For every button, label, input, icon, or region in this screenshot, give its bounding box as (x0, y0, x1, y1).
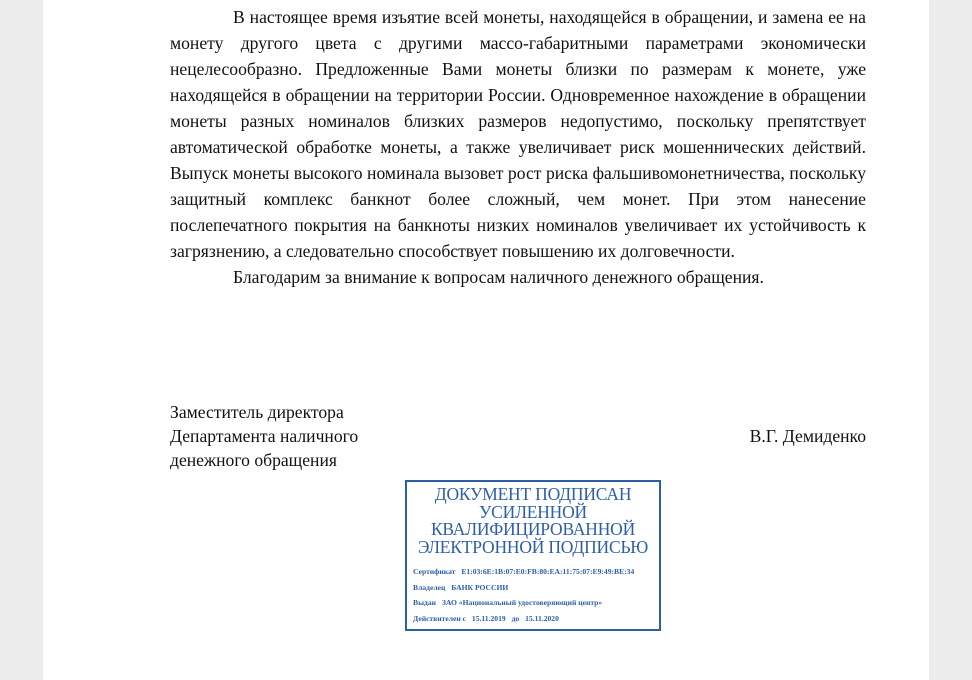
stamp-validity-row (413, 611, 659, 627)
stamp-certificate-label: Сертификат (413, 567, 456, 576)
stamp-valid-to-label: до (511, 613, 520, 623)
signatory-title-line: денежного обращения (170, 450, 337, 470)
signature-block (170, 400, 866, 472)
stamp-heading (407, 486, 659, 556)
stamp-valid-label: Действителен с (413, 613, 467, 623)
stamp-heading-line: КВАЛИФИЦИРОВАННОЙ (430, 519, 636, 539)
stamp-certificate-value: E1:03:6E:1B:07:E0:FB:80:EA:11:75:07:E9:49:BE:34 (461, 567, 635, 576)
stamp-owner-value: БАНК РОССИИ (451, 582, 509, 592)
stamp-heading-line: УСИЛЕННОЙ (478, 501, 587, 522)
stamp-details (407, 564, 659, 626)
stamp-heading-line: ДОКУМЕНТ ПОДПИСАН (434, 484, 632, 504)
document-page (43, 0, 929, 680)
electronic-signature-stamp (405, 480, 661, 631)
stamp-valid-to: 15.11.2020 (525, 613, 559, 623)
signatory-title-line: Заместитель директора (170, 402, 344, 422)
letter-paragraph: В настоящее время изъятие всей монеты, находящейся в обращении, и замена ее на монету другого цвета с другими массо-габаритными параметрами экономически нецелесообразно. Предложенные Вами монеты близки по размерам к монете, уже находящейся в обращении на территории России. Одновременное нахождение в обращении монеты разных номиналов близких размеров недопустимо, поскольку препятствует автоматической обработке монеты, а также увеличивает риск мошеннических действий. Выпуск монеты высокого номинала вызовет рост риска фальшивомонетничества, поскольку защитный комплекс банкнот более сложный, чем монет. При этом нанесение послепечатного покрытия на банкноты низких номиналов увеличивает их устойчивость к загрязнению, а следовательно способствует повышению их долговечности. (170, 7, 866, 261)
stamp-issuer-label: Выдан (413, 598, 437, 607)
stamp-issuer-value: ЗАО «Национальный удостоверяющий центр» (441, 598, 603, 607)
stamp-heading-line: ЭЛЕКТРОННОЙ ПОДПИСЬЮ (417, 536, 649, 557)
signatory-title-line: Департамента наличного (170, 426, 359, 446)
stamp-owner-label: Владелец (413, 582, 446, 592)
stamp-valid-from: 15.11.2019 (471, 613, 506, 623)
stamp-certificate-row (413, 564, 659, 580)
signatory-name: В.Г. Демиденко (749, 426, 866, 446)
stamp-owner-row (413, 580, 659, 596)
stamp-issuer-row (413, 595, 659, 611)
letter-body (170, 4, 866, 290)
closing-paragraph: Благодарим за внимание к вопросам наличного денежного обращения. (233, 267, 764, 287)
